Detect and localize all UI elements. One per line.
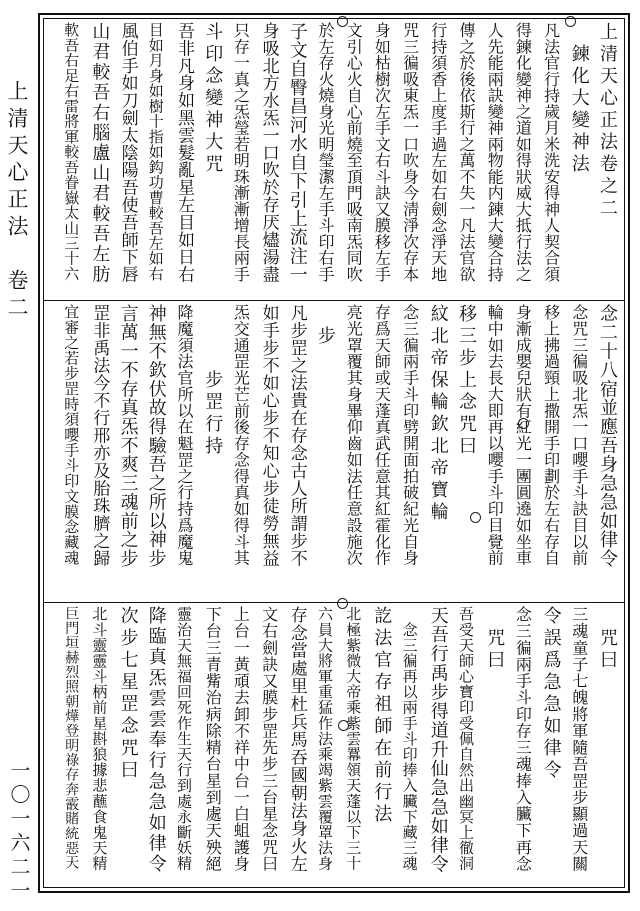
text-column: 身漸成嬰兒狀有紅光一團圓遶如坐車	[513, 304, 533, 566]
text-column: 罡非禹法今不行邢亦及胎珠臍之歸	[89, 304, 110, 567]
text-column: 上清天心正法卷之二	[597, 22, 618, 220]
circle-mark	[565, 16, 576, 27]
text-column: 上台一黃頑去卸不祥中台一白蛆護身	[231, 606, 251, 872]
text-column: 咒曰	[597, 606, 618, 672]
text-column: 念咒三徧吸北炁一口嚶手斗訣目以前	[569, 304, 589, 566]
text-column: 移三步上念咒曰	[456, 304, 477, 458]
text-column: 咒三徧吸東炁一口吹身今淸淨次存本	[400, 22, 420, 282]
text-column: 炁交通罡光芒前後存念得真如得斗其	[231, 304, 251, 566]
text-column: 鍊化大變神法	[568, 22, 590, 176]
text-column: 北極紫微大帝乘紫雲羃領天蓬以下三十	[344, 606, 363, 871]
text-column: 降臨真炁雲雲奉行急急如律令	[145, 606, 167, 875]
text-column: 吾非凡身如黑雲髮亂星左目如日右	[174, 22, 194, 283]
text-column: 輪中如去長大即再以嚶手斗印目覺前	[485, 304, 505, 566]
text-column: 凡步罡之法貴在存念古人所謂步不	[286, 304, 307, 567]
text-column: 吾受天師心寶印受佩自然出幽冥上徹洞	[457, 606, 475, 871]
circle-mark	[518, 418, 529, 429]
circle-mark	[337, 16, 348, 27]
text-column: 存爲天師或天蓬真武任意其紅霍化作	[372, 304, 392, 566]
text-column: 目如月身如樹十指如鈎功曹較吾左如右	[146, 22, 165, 281]
panel-divider-2	[43, 602, 625, 603]
text-column: 只存一真之炁瑩若明珠漸漸增長兩手	[231, 22, 251, 282]
text-column: 神無不欽伏故得驗吾之所以神步	[145, 304, 167, 568]
circle-mark	[470, 512, 481, 523]
text-column: 次步七星罡念咒曰	[117, 606, 139, 782]
circle-mark	[338, 720, 349, 731]
text-column: 子文自臀昌河水自下引上流注一	[286, 22, 308, 284]
text-column: 念二十八宿並應吾身急急如律令	[597, 304, 618, 568]
text-column: 身吸北方水炁一口吹於存厌燼湯盡	[258, 22, 279, 283]
circle-mark	[337, 598, 348, 609]
text-column: 行持須香上度手過左如右劍念淨天地	[428, 22, 448, 282]
text-column: 北斗靈靈斗柄前星斟狼據悲蘸食鬼天精	[90, 606, 109, 871]
text-column: 文引心火自心前燒至頂門吸南炁同吹	[344, 22, 364, 282]
text-column: 宜審之若步罡時須嚶手斗印文膜念藏魂	[62, 304, 81, 565]
text-column: 傳之於後依斯行之萬不失一凡法官欲	[457, 22, 476, 282]
text-column: 文右劍訣又膜步罡先步三台星念咒曰	[259, 606, 279, 872]
text-column: 念三徧兩手斗印劈開面拍破紀光自身	[400, 304, 420, 566]
text-column: 念三徧再以兩手斗印捧入臟下藏三魂	[400, 606, 419, 871]
text-column: 於左存火燒身光明瑩潔左手斗印右手	[316, 22, 335, 282]
text-column: 移上拂過頸上撒開手印劃於左右存自	[541, 304, 561, 566]
text-column: 下台三青觜治病除精台星到處天殃絕	[203, 606, 223, 872]
text-column: 斗印念變神大咒	[202, 22, 224, 176]
text-column: 凡法官行持歲月米洗安得神人契合須	[541, 22, 561, 282]
text-column: 靈治天無福回死作生天行到處永斷妖精	[175, 606, 193, 871]
text-column: 步	[315, 304, 336, 348]
text-column: 軟吾右足右雷將軍較吾眷嶽太山三十六	[62, 22, 81, 281]
text-column: 訖法官存祖師在前行法	[371, 606, 393, 826]
text-column: 步罡行持	[202, 304, 224, 458]
panel-divider-1	[43, 300, 625, 301]
text-column: 降魔須法官所以在魁罡之行持爲魔鬼	[175, 304, 194, 566]
text-column: 巨門垣赫烈照朝燁登明祿存奔霰賭統惡天	[63, 606, 80, 870]
text-column: 紋北帝保輪欽北帝寶輪	[427, 304, 449, 524]
text-column: 山君較吾右腦盧山君較吾左肪	[89, 22, 111, 285]
text-column: 念三徧兩手斗印存三魂捧入臟下再念	[513, 606, 533, 872]
text-column: 咒曰	[484, 606, 506, 672]
margin-page-number: 一〇一六二一	[7, 760, 31, 904]
text-column: 人先能兩訣變神兩物能内鍊大變合持	[485, 22, 505, 282]
text-column: 六員大將軍重猛作法乘竭紫雲覆罩法身	[316, 606, 334, 871]
text-column: 風伯手如刀劍太陰陽吾使吾師下唇	[117, 22, 138, 283]
text-column: 天吾行禹步得道升仙急急如律令	[427, 606, 449, 874]
text-column: 令誤爲急急如律令	[540, 606, 562, 782]
text-column: 得鍊化變神之道如得狀威大抵行法之	[513, 22, 533, 282]
margin-book-title: 上清天心正法 卷二	[5, 80, 29, 323]
text-column: 存念當處里杜兵馬吞國朝法身火左	[286, 606, 307, 873]
text-column: 如手步不如心步不知心步徒勞無益	[258, 304, 279, 567]
text-column: 亮光罩覆其身畢仰齒如法任意設施次	[344, 304, 364, 566]
text-column: 言萬一不存真炁不爽三魂前之步	[117, 304, 139, 568]
text-column: 身如枯樹次左手文右斗訣又膜移左手	[372, 22, 392, 282]
text-column: 三魂童子七魄將軍隨吾罡步顯過天關	[569, 606, 589, 872]
